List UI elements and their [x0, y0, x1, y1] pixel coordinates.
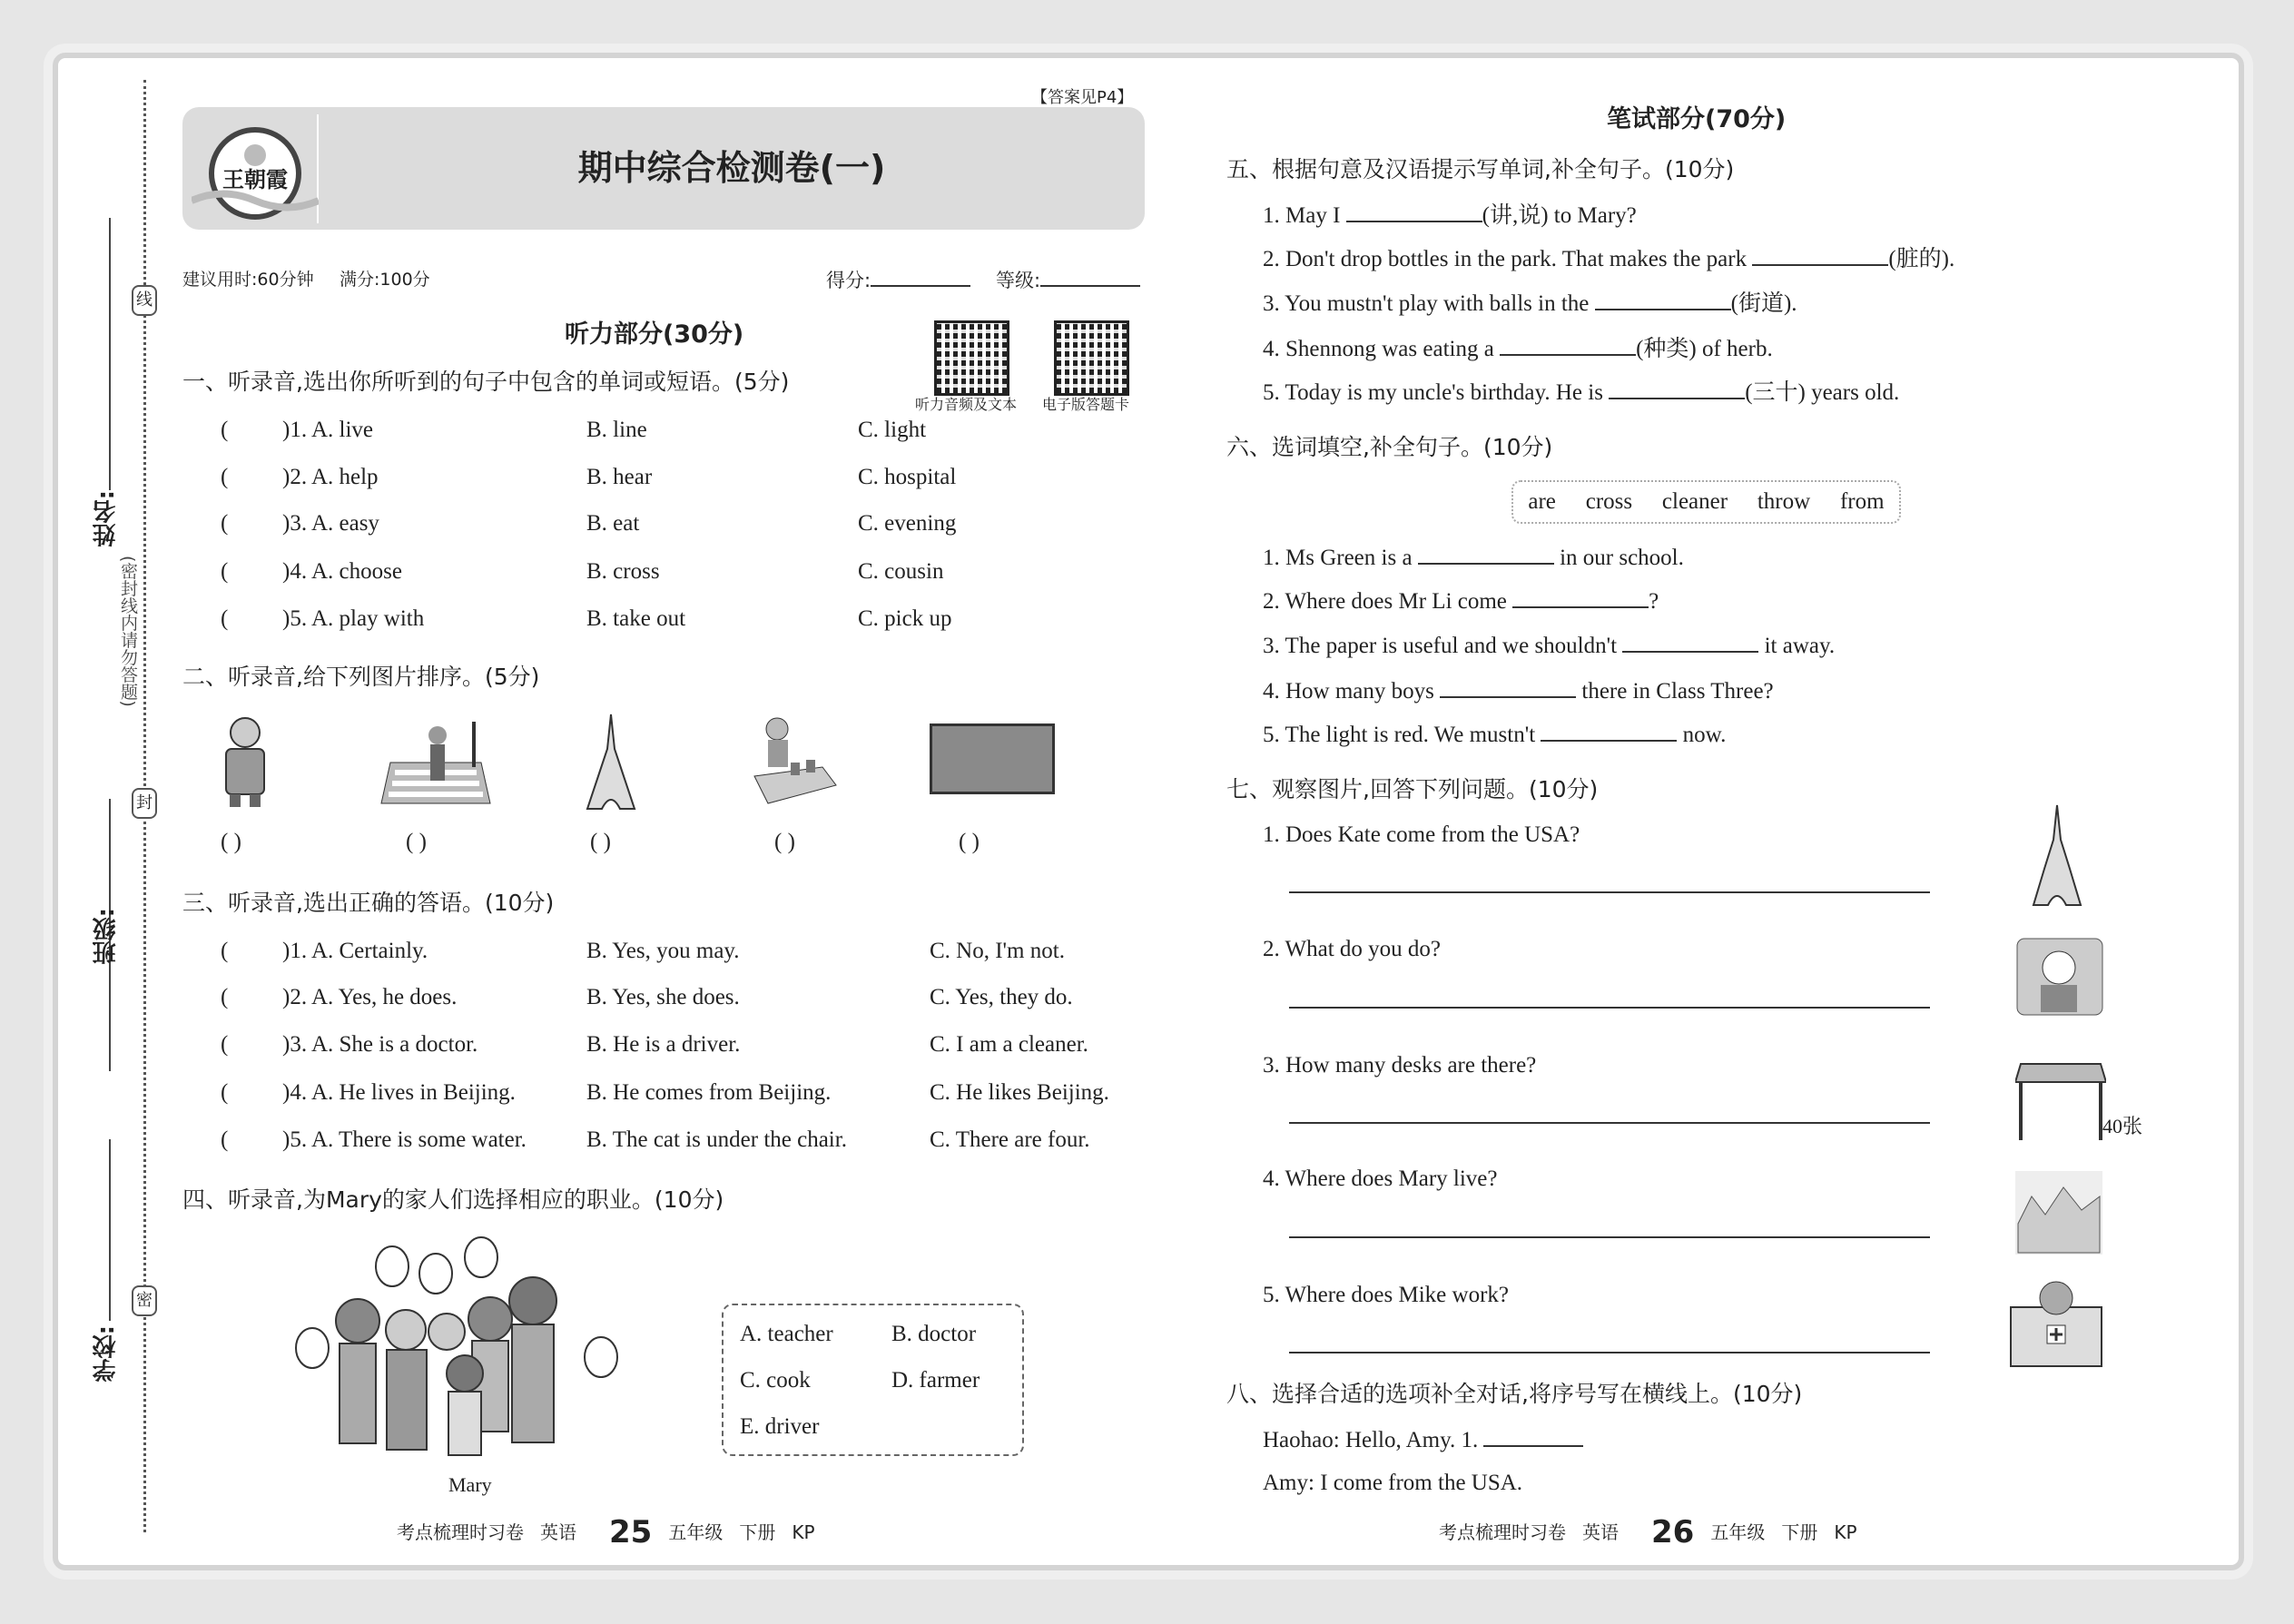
job-option-c: C. cook — [740, 1368, 811, 1393]
page-number: 26 — [1651, 1514, 1695, 1550]
eiffel-tower-picture — [2030, 803, 2084, 908]
word-bank-item: cross — [1585, 489, 1633, 514]
option-a: )2. A. Yes, he does. — [282, 985, 458, 1009]
footer-book: 考点梳理时习卷 — [1439, 1521, 1566, 1543]
answer-reference: 【答案见P4】 — [1031, 88, 1134, 107]
option-a: )5. A. There is some water. — [282, 1127, 527, 1152]
answer-line-5[interactable] — [1289, 1352, 1930, 1353]
order-paren-5[interactable]: ( ) — [959, 830, 980, 854]
writing-title: 笔试部分(70分) — [1607, 105, 1787, 133]
option-c: C. cousin — [858, 559, 944, 584]
hospital-picture — [2002, 1275, 2111, 1371]
answer-blank[interactable] — [1418, 541, 1554, 565]
option-c: C. Yes, they do. — [930, 985, 1073, 1009]
word-bank-item: cleaner — [1661, 489, 1728, 514]
answer-line-1[interactable] — [1289, 891, 1930, 893]
option-c: C. evening — [858, 511, 957, 536]
page-number: 25 — [609, 1514, 653, 1550]
answer-blank[interactable] — [1622, 629, 1758, 653]
answer-line-3[interactable] — [1289, 1122, 1930, 1124]
option-b: B. hear — [586, 465, 653, 489]
svg-text:王朝霞: 王朝霞 — [222, 166, 288, 192]
answer-line-4[interactable] — [1289, 1236, 1930, 1238]
picture-question-2: 2. What do you do? — [1263, 937, 1442, 961]
page-title: 期中综合检测卷(一) — [577, 148, 886, 188]
answer-blank[interactable] — [1440, 674, 1576, 698]
blackboard-picture — [930, 723, 1055, 794]
option-a: )3. A. She is a doctor. — [282, 1032, 478, 1057]
full-score: 满分:100分 — [340, 270, 430, 290]
word-bank-item: from — [1839, 489, 1885, 514]
school-label: 学校: — [93, 1325, 120, 1383]
qr-caption-audio: 听力音频及文本 — [915, 396, 1018, 413]
footer-left — [397, 1516, 832, 1549]
footer-term: 下册 — [739, 1521, 776, 1543]
fill-question: 5. The light is red. We mustn't now. — [1263, 718, 1726, 752]
job-option-d: D. farmer — [891, 1368, 980, 1393]
option-a: )5. A. play with — [282, 606, 425, 631]
option-a: )4. A. choose — [282, 559, 402, 584]
crosswalk-picture — [372, 717, 499, 808]
job-option-b: B. doctor — [891, 1322, 977, 1346]
footer-grade: 五年级 — [668, 1521, 724, 1543]
answer-paren[interactable]: ( — [221, 465, 229, 489]
picture-question-4: 4. Where does Mary live? — [1263, 1166, 1498, 1191]
footer-grade: 五年级 — [1710, 1521, 1766, 1543]
job-option-e: E. driver — [740, 1414, 820, 1439]
answer-blank[interactable] — [1483, 1423, 1583, 1447]
order-paren-2[interactable]: ( ) — [406, 830, 427, 854]
section-6-heading: 六、选词填空,补全句子。(10分) — [1226, 434, 1553, 460]
teacher-picture — [2015, 935, 2104, 1017]
fill-question: 4. Shennong was eating a (种类) of herb. — [1263, 332, 1773, 366]
answer-blank[interactable] — [1609, 376, 1745, 399]
option-c: C. There are four. — [930, 1127, 1090, 1152]
word-bank-item: throw — [1757, 489, 1811, 514]
answer-blank[interactable] — [1500, 332, 1636, 356]
answer-paren[interactable]: ( — [221, 511, 229, 536]
footer-edition: KP — [792, 1521, 815, 1543]
answer-paren[interactable]: ( — [221, 1127, 229, 1152]
city-picture — [2013, 1169, 2104, 1256]
class-label: 班级: — [93, 908, 120, 965]
answer-paren[interactable]: ( — [221, 606, 229, 631]
answer-blank[interactable] — [1512, 585, 1649, 608]
cleaning-picture — [750, 713, 841, 808]
option-b: B. He is a driver. — [586, 1032, 741, 1057]
word-bank — [1511, 480, 1901, 524]
answer-paren[interactable]: ( — [221, 1080, 229, 1105]
option-c: C. hospital — [858, 465, 957, 489]
option-b: B. The cat is under the chair. — [586, 1127, 847, 1152]
seal-line: 线 — [132, 285, 157, 316]
option-a: )1. A. live — [282, 418, 373, 442]
option-b: B. eat — [586, 511, 640, 536]
picture-question-5: 5. Where does Mike work? — [1263, 1283, 1509, 1307]
option-a: )2. A. help — [282, 465, 379, 489]
school-field[interactable] — [109, 1139, 111, 1321]
suggested-time: 建议用时:60分钟 — [182, 270, 314, 290]
answer-line-2[interactable] — [1289, 1007, 1930, 1009]
fill-question: 3. The paper is useful and we shouldn't it away. — [1263, 629, 1835, 663]
qr-code-answer-card[interactable] — [1057, 323, 1127, 393]
answer-paren[interactable]: ( — [221, 985, 229, 1009]
fill-question: 2. Don't drop bottles in the park. That makes the park (脏的). — [1263, 242, 1954, 276]
title-banner — [182, 107, 1145, 230]
fill-question: 5. Today is my uncle's birthday. He is (三十) years old. — [1263, 376, 1899, 409]
job-options-box — [722, 1304, 1024, 1456]
order-paren-3[interactable]: ( ) — [590, 830, 611, 854]
publisher-logo — [192, 114, 319, 223]
qr-caption-card: 电子版答题卡 — [1042, 396, 1130, 413]
desk-count-label: 40张 — [2102, 1115, 2143, 1137]
order-paren-1[interactable]: ( ) — [221, 830, 241, 854]
family-picture — [292, 1230, 619, 1471]
eiffel-tower-picture — [584, 713, 638, 811]
score-label: 得分: — [826, 270, 871, 291]
answer-paren[interactable]: ( — [221, 1032, 229, 1057]
fill-question: 1. Ms Green is a in our school. — [1263, 541, 1684, 575]
seal-mi: 密 — [132, 1285, 157, 1316]
footer-subject: 英语 — [1582, 1521, 1619, 1543]
section-4-heading: 四、听录音,为Mary的家人们选择相应的职业。(10分) — [182, 1186, 724, 1213]
option-c: C. No, I'm not. — [930, 939, 1065, 963]
option-b: B. cross — [586, 559, 660, 584]
name-label: 姓名: — [93, 490, 120, 547]
qr-code-audio[interactable] — [937, 323, 1007, 393]
option-c: C. light — [858, 418, 927, 442]
option-b: B. Yes, you may. — [586, 939, 740, 963]
option-a: )3. A. easy — [282, 511, 379, 536]
fill-question: 2. Where does Mr Li come ? — [1263, 585, 1659, 618]
option-a: )1. A. Certainly. — [282, 939, 428, 963]
footer-subject: 英语 — [540, 1521, 576, 1543]
answer-blank[interactable] — [1541, 718, 1677, 742]
seal-feng: 封 — [132, 788, 157, 819]
section-1-heading: 一、听录音,选出你所听到的句子中包含的单词或短语。(5分) — [182, 369, 790, 395]
footer-right — [1439, 1516, 1874, 1549]
answer-paren[interactable]: ( — [221, 559, 229, 584]
option-b: B. take out — [586, 606, 686, 631]
seal-note: (密封线内请勿答题) — [118, 556, 138, 707]
section-8-heading: 八、选择合适的选项补全对话,将序号写在横线上。(10分) — [1226, 1381, 1803, 1407]
mary-label: Mary — [448, 1473, 492, 1496]
dialogue-line-2: Amy: I come from the USA. — [1263, 1471, 1523, 1495]
grade-label: 等级: — [996, 270, 1041, 291]
fill-question: 1. May I (讲,说) to Mary? — [1263, 199, 1637, 232]
job-option-a: A. teacher — [740, 1322, 833, 1346]
answer-blank[interactable] — [1595, 287, 1731, 310]
option-a: )4. A. He lives in Beijing. — [282, 1080, 516, 1105]
fill-question: 4. How many boys there in Class Three? — [1263, 674, 1774, 708]
answer-blank[interactable] — [1752, 242, 1888, 266]
name-field[interactable] — [109, 218, 111, 490]
desk-picture — [2015, 1055, 2106, 1142]
answer-paren[interactable]: ( — [221, 418, 229, 442]
answer-paren[interactable]: ( — [221, 939, 229, 963]
footer-book: 考点梳理时习卷 — [397, 1521, 524, 1543]
section-3-heading: 三、听录音,选出正确的答语。(10分) — [182, 890, 555, 916]
section-5-heading: 五、根据句意及汉语提示写单词,补全句子。(10分) — [1226, 156, 1735, 182]
section-2-heading: 二、听录音,给下列图片排序。(5分) — [182, 664, 540, 690]
footer-edition: KP — [1834, 1521, 1857, 1543]
word-bank-item: are — [1528, 489, 1556, 514]
order-paren-4[interactable]: ( ) — [774, 830, 795, 854]
grade-field[interactable] — [996, 263, 1140, 297]
option-b: B. He comes from Beijing. — [586, 1080, 832, 1105]
option-b: B. line — [586, 418, 647, 442]
fill-question: 3. You mustn't play with balls in the (街道). — [1263, 287, 1797, 320]
dialogue-line-1: Haohao: Hello, Amy. 1. — [1263, 1423, 1583, 1457]
option-c: C. pick up — [858, 606, 952, 631]
listening-title: 听力部分(30分) — [565, 320, 744, 349]
footer-term: 下册 — [1781, 1521, 1818, 1543]
answer-blank[interactable] — [1346, 199, 1482, 222]
picture-question-3: 3. How many desks are there? — [1263, 1053, 1537, 1078]
picture-question-1: 1. Does Kate come from the USA? — [1263, 822, 1580, 847]
option-c: C. I am a cleaner. — [930, 1032, 1088, 1057]
score-field[interactable] — [826, 263, 970, 297]
section-7-heading: 七、观察图片,回答下列问题。(10分) — [1226, 776, 1599, 802]
option-c: C. He likes Beijing. — [930, 1080, 1109, 1105]
option-b: B. Yes, she does. — [586, 985, 740, 1009]
police-officer-picture — [213, 713, 277, 808]
